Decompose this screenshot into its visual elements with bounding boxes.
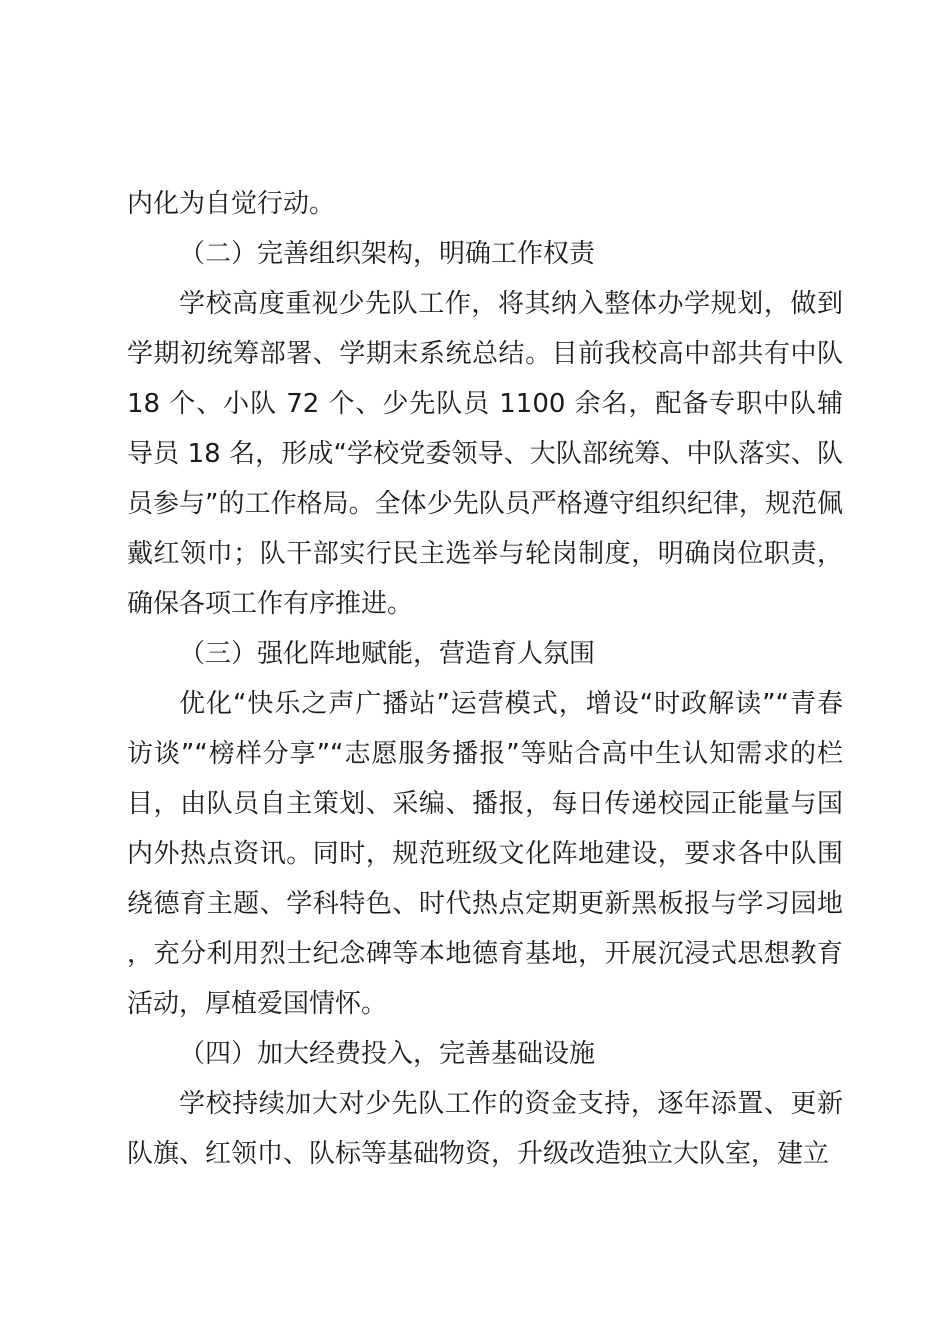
section-heading-3: （三）强化阵地赋能，营造育人氛围 <box>179 639 596 669</box>
paragraph-continuation: 内化为自觉行动。 <box>127 189 336 219</box>
paragraph-funding: 学校持续加大对少先队工作的资金支持，逐年添置、更新队旗、红领巾、队标等基础物资，升级改造独立大队室，建立 <box>127 1089 843 1169</box>
paragraph-organization: 学校高度重视少先队工作，将其纳入整体办学规划，做到学期初统筹部署、学期末系统总结。目前我校高中部共有中队 18 个、小队 72 个、少先队员 1100 余名，配备专职中队辅导员 18 名，形成“学校党委领导、大队部统筹、中队落实、队员参与”的工作格局。全体少先队员严格遵守组织纪律，规范佩戴红领巾；队干部实行民主选举与轮岗制度，明确岗位职责，确保各项工作有序推进。 <box>127 289 843 619</box>
section-heading-4: （四）加大经费投入，完善基础设施 <box>179 1039 596 1069</box>
paragraph-positions: 优化“快乐之声广播站”运营模式，增设“时政解读”“青春访谈”“榜样分享”“志愿服务播报”等贴合高中生认知需求的栏目，由队员自主策划、采编、播报，每日传递校园正能量与国内外热点资讯。同时，规范班级文化阵地建设，要求各中队围绕德育主题、学科特色、时代热点定期更新黑板报与学习园地，充分利用烈士纪念碑等本地德育基地，开展沉浸式思想教育活动，厚植爱国情怀。 <box>127 689 843 1019</box>
document-body <box>127 179 843 1179</box>
section-heading-2: （二）完善组织架构，明确工作权责 <box>179 239 596 269</box>
